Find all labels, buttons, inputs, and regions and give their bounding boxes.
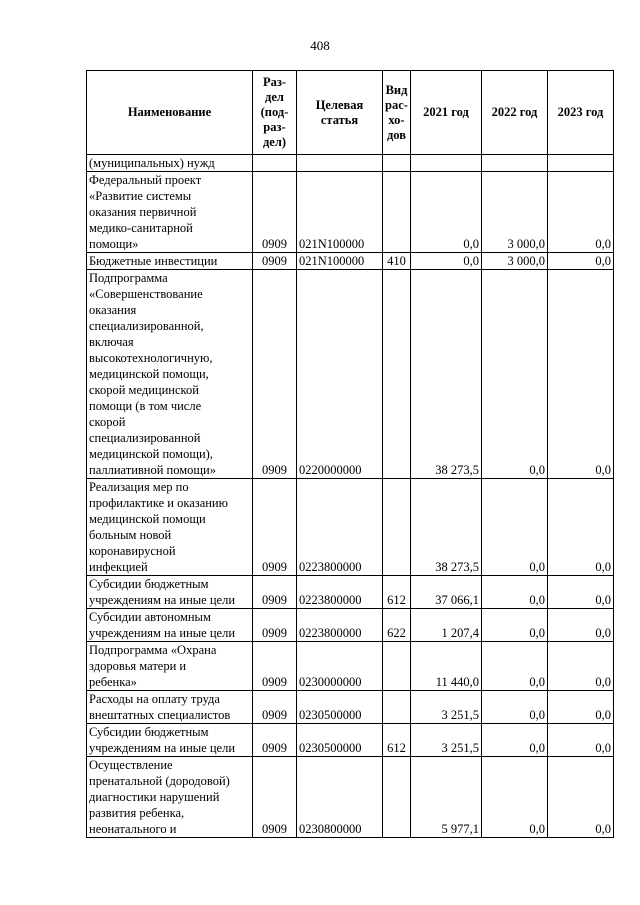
cell-2023 bbox=[548, 155, 614, 172]
cell-section: 0909 bbox=[253, 691, 297, 724]
table-row bbox=[87, 155, 614, 172]
table-row bbox=[87, 576, 614, 609]
header-2022: 2022 год bbox=[482, 71, 548, 155]
cell-section: 0909 bbox=[253, 576, 297, 609]
cell-name: Расходы на оплату труда внештатных специалистов bbox=[87, 691, 253, 724]
cell-section: 0909 bbox=[253, 270, 297, 479]
cell-section: 0909 bbox=[253, 642, 297, 691]
cell-2023: 0,0 bbox=[548, 757, 614, 838]
cell-2021: 11 440,0 bbox=[411, 642, 482, 691]
cell-2021: 3 251,5 bbox=[411, 691, 482, 724]
cell-expense-type: 622 bbox=[383, 609, 411, 642]
cell-section bbox=[253, 155, 297, 172]
cell-2022: 0,0 bbox=[482, 724, 548, 757]
cell-expense-type bbox=[383, 479, 411, 576]
cell-2023: 0,0 bbox=[548, 479, 614, 576]
cell-expense-type bbox=[383, 155, 411, 172]
table-row bbox=[87, 724, 614, 757]
cell-2021: 37 066,1 bbox=[411, 576, 482, 609]
cell-name: Бюджетные инвестиции bbox=[87, 253, 253, 270]
cell-section: 0909 bbox=[253, 479, 297, 576]
cell-2021: 0,0 bbox=[411, 172, 482, 253]
cell-name: Реализация мер по профилактике и оказанию медицинской помощи больным новой коронавирусной инфекцией bbox=[87, 479, 253, 576]
header-2021: 2021 год bbox=[411, 71, 482, 155]
cell-2022: 0,0 bbox=[482, 609, 548, 642]
page-number: 408 bbox=[310, 38, 330, 53]
cell-2023: 0,0 bbox=[548, 724, 614, 757]
cell-target: 0223800000 bbox=[297, 479, 383, 576]
table-row bbox=[87, 270, 614, 479]
cell-target: 0220000000 bbox=[297, 270, 383, 479]
table-row bbox=[87, 642, 614, 691]
cell-expense-type bbox=[383, 757, 411, 838]
cell-2022: 0,0 bbox=[482, 642, 548, 691]
cell-name: Субсидии бюджетным учреждениям на иные цели bbox=[87, 576, 253, 609]
table-row bbox=[87, 172, 614, 253]
cell-expense-type bbox=[383, 270, 411, 479]
cell-target: 0230000000 bbox=[297, 642, 383, 691]
cell-2023: 0,0 bbox=[548, 642, 614, 691]
cell-2023: 0,0 bbox=[548, 270, 614, 479]
cell-2023: 0,0 bbox=[548, 576, 614, 609]
header-expense-type: Вид рас- хо- дов bbox=[383, 71, 411, 155]
cell-target: 021N100000 bbox=[297, 172, 383, 253]
cell-2021: 3 251,5 bbox=[411, 724, 482, 757]
cell-2023: 0,0 bbox=[548, 172, 614, 253]
table-row bbox=[87, 609, 614, 642]
cell-section: 0909 bbox=[253, 253, 297, 270]
table-row bbox=[87, 253, 614, 270]
cell-2021: 5 977,1 bbox=[411, 757, 482, 838]
cell-2022: 0,0 bbox=[482, 270, 548, 479]
table-header-row bbox=[87, 71, 614, 155]
table-body bbox=[87, 155, 614, 838]
cell-target: 0230500000 bbox=[297, 724, 383, 757]
cell-section: 0909 bbox=[253, 724, 297, 757]
cell-2022: 0,0 bbox=[482, 479, 548, 576]
header-name: Наименование bbox=[87, 71, 253, 155]
cell-2023: 0,0 bbox=[548, 253, 614, 270]
cell-2021: 1 207,4 bbox=[411, 609, 482, 642]
cell-name: (муниципальных) нужд bbox=[87, 155, 253, 172]
table-row bbox=[87, 691, 614, 724]
cell-2022: 0,0 bbox=[482, 691, 548, 724]
cell-target: 021N100000 bbox=[297, 253, 383, 270]
cell-2021: 0,0 bbox=[411, 253, 482, 270]
cell-name: Осуществление пренатальной (дородовой) диагностики нарушений развития ребенка, неонатального и bbox=[87, 757, 253, 838]
cell-2021: 38 273,5 bbox=[411, 479, 482, 576]
cell-2021 bbox=[411, 155, 482, 172]
header-target: Целевая статья bbox=[297, 71, 383, 155]
cell-2022: 0,0 bbox=[482, 576, 548, 609]
cell-2021: 38 273,5 bbox=[411, 270, 482, 479]
table-row bbox=[87, 757, 614, 838]
cell-name: Субсидии бюджетным учреждениям на иные цели bbox=[87, 724, 253, 757]
cell-expense-type bbox=[383, 642, 411, 691]
cell-section: 0909 bbox=[253, 172, 297, 253]
cell-target: 0230800000 bbox=[297, 757, 383, 838]
budget-table bbox=[86, 70, 614, 838]
cell-2022: 3 000,0 bbox=[482, 253, 548, 270]
cell-section: 0909 bbox=[253, 757, 297, 838]
cell-target bbox=[297, 155, 383, 172]
cell-name: Подпрограмма «Охрана здоровья матери и ребенка» bbox=[87, 642, 253, 691]
cell-target: 0223800000 bbox=[297, 576, 383, 609]
cell-2022 bbox=[482, 155, 548, 172]
cell-name: Субсидии автономным учреждениям на иные цели bbox=[87, 609, 253, 642]
cell-target: 0230500000 bbox=[297, 691, 383, 724]
cell-expense-type bbox=[383, 172, 411, 253]
cell-expense-type: 410 bbox=[383, 253, 411, 270]
cell-2023: 0,0 bbox=[548, 609, 614, 642]
table-row bbox=[87, 479, 614, 576]
cell-section: 0909 bbox=[253, 609, 297, 642]
header-section: Раз- дел (под- раз- дел) bbox=[253, 71, 297, 155]
cell-name: Подпрограмма «Совершенствование оказания специализированной, включая высокотехнологичную, медицинской помощи, скорой медицинской помощи (в том числе скорой специализированной медицинской помощи), паллиативной помощи» bbox=[87, 270, 253, 479]
cell-expense-type: 612 bbox=[383, 576, 411, 609]
cell-2022: 3 000,0 bbox=[482, 172, 548, 253]
cell-2022: 0,0 bbox=[482, 757, 548, 838]
header-2023: 2023 год bbox=[548, 71, 614, 155]
cell-2023: 0,0 bbox=[548, 691, 614, 724]
cell-target: 0223800000 bbox=[297, 609, 383, 642]
cell-name: Федеральный проект «Развитие системы оказания первичной медико-санитарной помощи» bbox=[87, 172, 253, 253]
cell-expense-type bbox=[383, 691, 411, 724]
cell-expense-type: 612 bbox=[383, 724, 411, 757]
